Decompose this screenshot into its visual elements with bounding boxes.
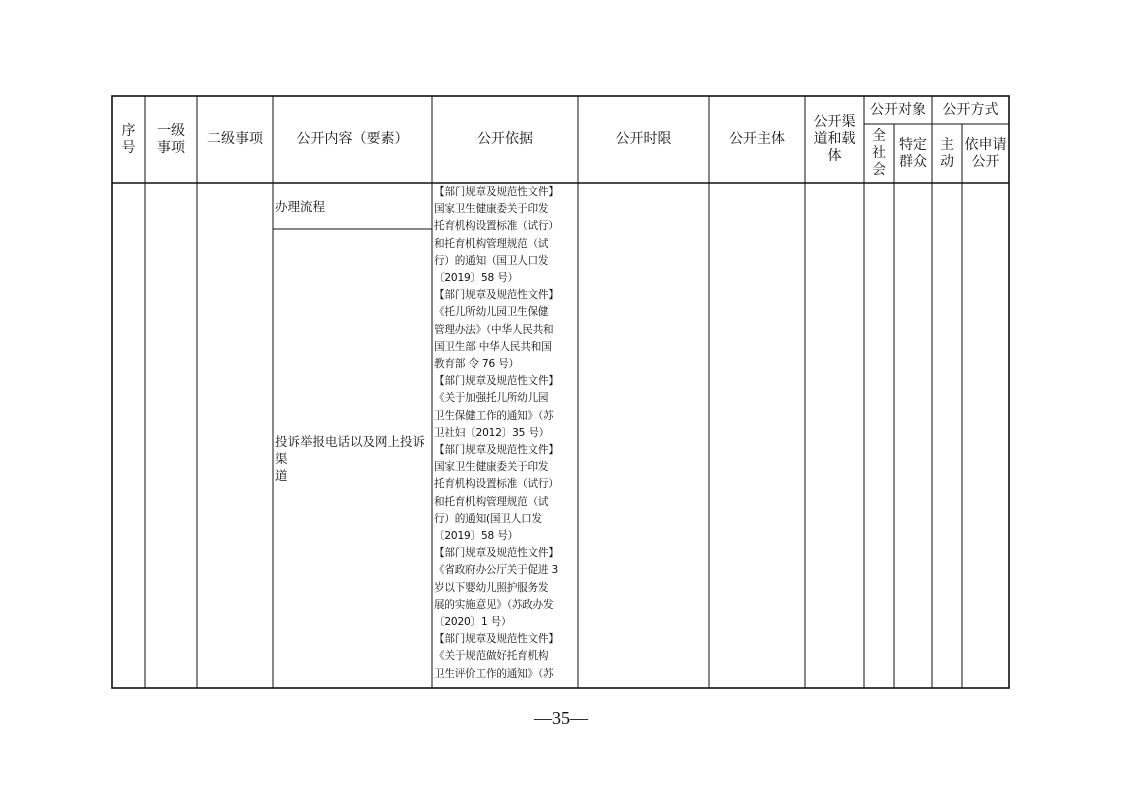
header-target-all: 全 社 会 — [872, 128, 886, 178]
basis-line: 管理办法》（中华人民共和 — [434, 323, 554, 336]
header-time-limit: 公开时限 — [615, 131, 672, 147]
header-basis: 公开依据 — [477, 131, 533, 147]
basis-line: 〔2019〕58 号） — [434, 272, 518, 285]
header-method-active: 主 动 — [940, 136, 954, 170]
basis-text-block — [433, 184, 579, 688]
basis-line: 〔2020〕1 号） — [434, 616, 512, 629]
header-channel: 公开渠 道和载 体 — [813, 114, 856, 164]
basis-line: 【部门规章及规范性文件】 — [434, 547, 559, 560]
basis-line: 《关于加强托儿所幼儿园 — [434, 392, 549, 405]
header-method-apply: 依申请 公开 — [964, 136, 1007, 170]
basis-line: 卫生评价工作的通知》（苏 — [434, 667, 554, 680]
basis-line: 和托育机构管理规范（试 — [434, 237, 549, 250]
header-target: 公开对象 — [870, 101, 926, 118]
basis-line: 【部门规章及规范性文件】 — [434, 633, 559, 646]
basis-line: 岁以下婴幼儿照护服务发 — [434, 581, 549, 594]
header-seq: 序 号 — [121, 122, 136, 156]
header-level1-item: 一级 事项 — [157, 122, 185, 156]
header-content: 公开内容（要素） — [296, 131, 409, 147]
basis-line: 卫社妇〔2012〕35 号） — [434, 426, 550, 439]
basis-line: 托育机构设置标准（试行） — [434, 478, 559, 491]
basis-line: 和托育机构管理规范（试 — [434, 495, 549, 508]
basis-line: 国家卫生健康委关于印发 — [434, 203, 549, 216]
header-method: 公开方式 — [942, 101, 999, 118]
header-target-specific: 特定 群众 — [899, 136, 927, 170]
table-row-process-content: 办理流程 — [275, 199, 326, 214]
table-row-complaint-content: 投诉举报电话以及网上投诉渠 道 — [275, 434, 426, 483]
basis-line: 【部门规章及规范性文件】 — [434, 375, 559, 388]
basis-line: 《托儿所幼儿园卫生保健 — [434, 306, 549, 319]
basis-line: 卫生保健工作的通知》（苏 — [434, 409, 554, 422]
basis-line: 托育机构设置标准（试行） — [434, 220, 559, 233]
basis-line: 〔2019〕58 号） — [434, 530, 518, 543]
basis-line: 展的实施意见》（苏政办发 — [434, 598, 554, 611]
basis-line: 《关于规范做好托育机构 — [434, 650, 549, 663]
basis-line: 行）的通知(国卫人口发 — [434, 512, 542, 525]
basis-line: 【部门规章及规范性文件】 — [434, 186, 559, 198]
basis-line: 《省政府办公厅关于促进 3 — [434, 564, 559, 577]
page-number: —35— — [534, 708, 588, 728]
basis-line: 【部门规章及规范性文件】 — [434, 289, 559, 302]
basis-line: 国家卫生健康委关于印发 — [434, 461, 549, 474]
basis-line: 行）的通知（国卫人口发 — [434, 254, 549, 267]
basis-line: 教育部 令 76 号） — [434, 358, 519, 371]
basis-line: 【部门规章及规范性文件】 — [434, 444, 559, 457]
header-level2-item: 二级事项 — [207, 131, 263, 147]
header-subject: 公开主体 — [729, 131, 785, 147]
basis-line: 国卫生部 中华人民共和国 — [434, 340, 552, 353]
